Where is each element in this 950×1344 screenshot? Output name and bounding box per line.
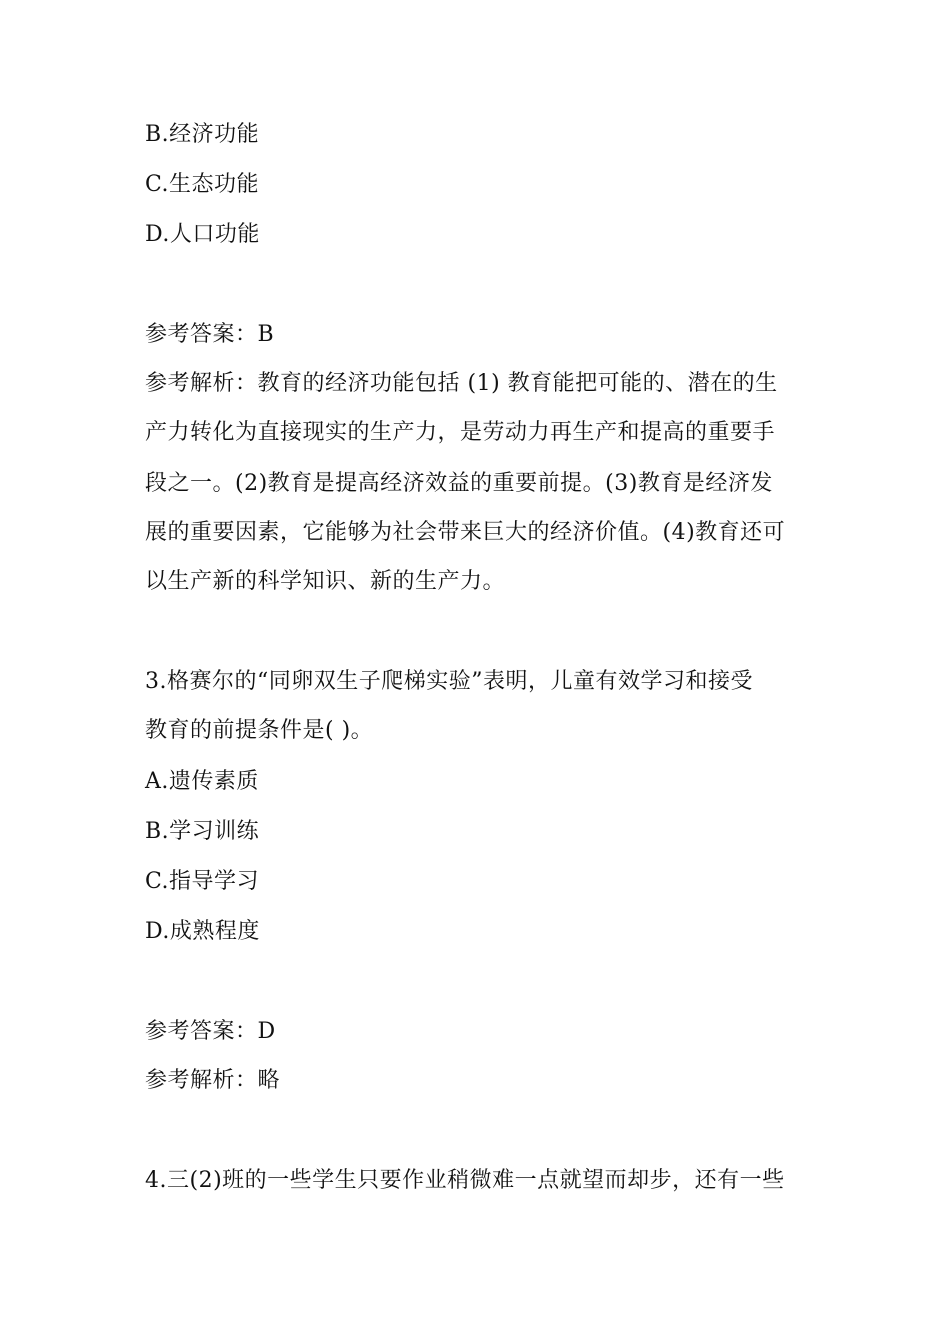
q2-option-d: D.人口功能 — [145, 222, 260, 247]
q2-option-c: C.生态功能 — [145, 172, 260, 197]
q3-option-b: B.学习训练 — [145, 819, 260, 844]
q3-option-c: C.指导学习 — [145, 869, 260, 894]
q2-analysis-line: 以生产新的科学知识、新的生产力。 — [145, 569, 506, 594]
q2-answer: 参考答案：B — [145, 322, 275, 347]
q3-stem-line: 教育的前提条件是( )。 — [145, 718, 374, 743]
q4-stem-line: 4.三(2)班的一些学生只要作业稍微难一点就望而却步，还有一些 — [145, 1168, 785, 1193]
q3-stem-line: 3.格赛尔的“同卵双生子爬梯实验”表明，儿童有效学习和接受 — [145, 669, 753, 694]
q2-analysis-line: 段之一。(2)教育是提高经济效益的重要前提。(3)教育是经济发 — [145, 471, 773, 496]
q3-option-a: A.遗传素质 — [145, 769, 259, 794]
q3-option-d: D.成熟程度 — [145, 919, 260, 944]
q3-answer: 参考答案：D — [145, 1019, 276, 1044]
q2-analysis-line: 展的重要因素，它能够为社会带来巨大的经济价值。(4)教育还可 — [145, 520, 786, 545]
q2-analysis-line: 产力转化为直接现实的生产力，是劳动力再生产和提高的重要手 — [145, 420, 776, 445]
q2-analysis-line: 参考解析：教育的经济功能包括 (1) 教育能把可能的、潜在的生 — [145, 371, 778, 396]
q3-analysis: 参考解析：略 — [145, 1068, 281, 1093]
q2-option-b: B.经济功能 — [145, 122, 260, 147]
